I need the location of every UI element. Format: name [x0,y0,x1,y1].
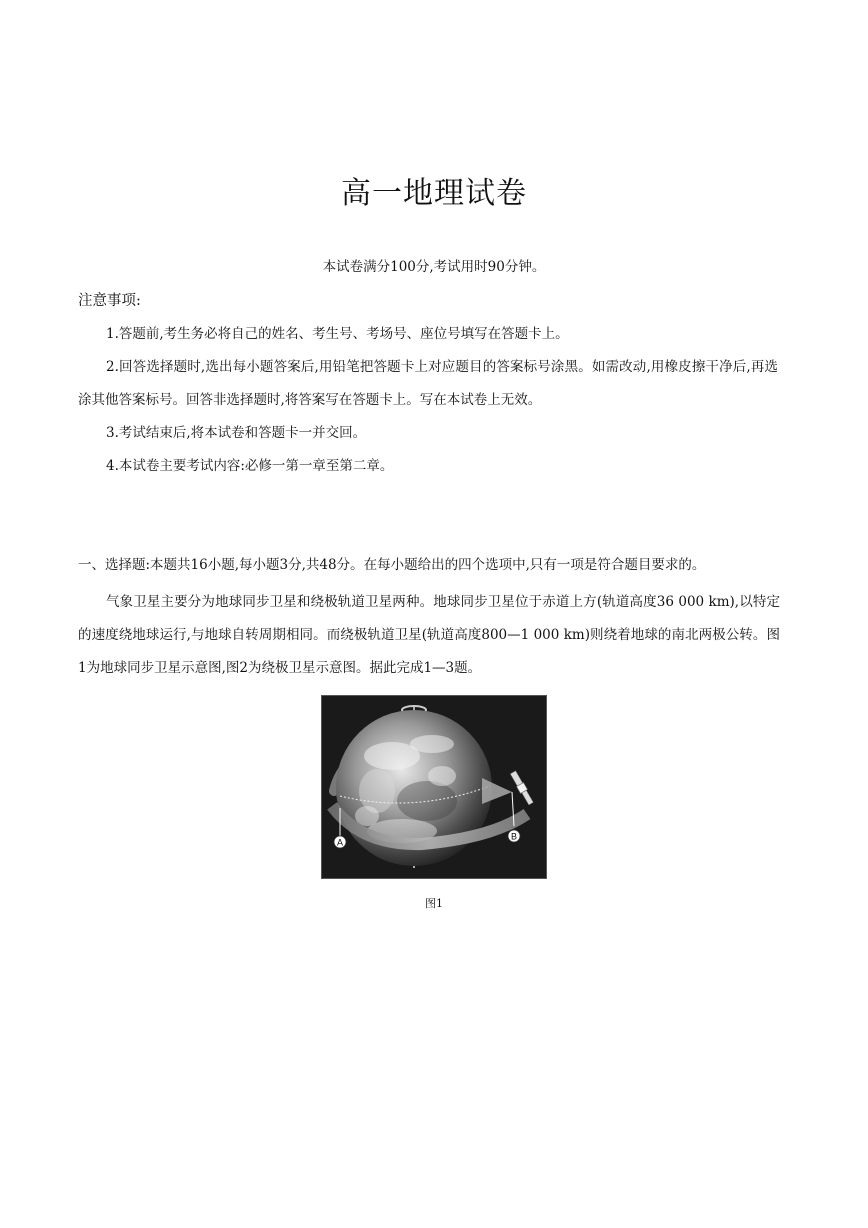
page-title: 高一地理试卷 [341,176,527,211]
section-heading: 一、选择题:本题共16小题,每小题3分,共48分。在每小题给出的四个选项中,只有一项是符合题目要求的。 [78,557,706,573]
exam-subtitle: 本试卷满分100分,考试用时90分钟。 [322,259,546,275]
question-intro: 气象卫星主要分为地球同步卫星和绕极轨道卫星两种。地球同步卫星位于赤道上方(轨道高度36 000 km),以特定的速度绕地球运行,与地球自转周期相同。而绕极轨道卫星(轨道高度800—1 000 km)则绕着地球的南北两极公转。图1为地球同步卫星示意图,图2为绕极卫星示意图。据此完成1—3题。 [78,594,780,676]
notice-item-2: 2.回答选择题时,选出每小题答案后,用铅笔把答题卡上对应题目的答案标号涂黑。如需改动,用橡皮擦干净后,再选涂其他答案标号。回答非选择题时,将答案写在答题卡上。写在本试卷上无效。 [78,359,778,408]
notice-item-4: 4.本试卷主要考试内容:必修一第一章至第二章。 [106,458,394,474]
notice-item-1: 1.答题前,考生务必将自己的姓名、考生号、考场号、座位号填写在答题卡上。 [106,326,569,342]
notice-item-3: 3.考试结束后,将本试卷和答题卡一并交回。 [106,425,367,441]
figure-caption: 图1 [425,897,443,910]
figure-1-image [321,695,547,879]
notice-heading: 注意事项: [78,293,141,309]
label-b: B [510,831,518,842]
label-a: A [336,837,344,848]
